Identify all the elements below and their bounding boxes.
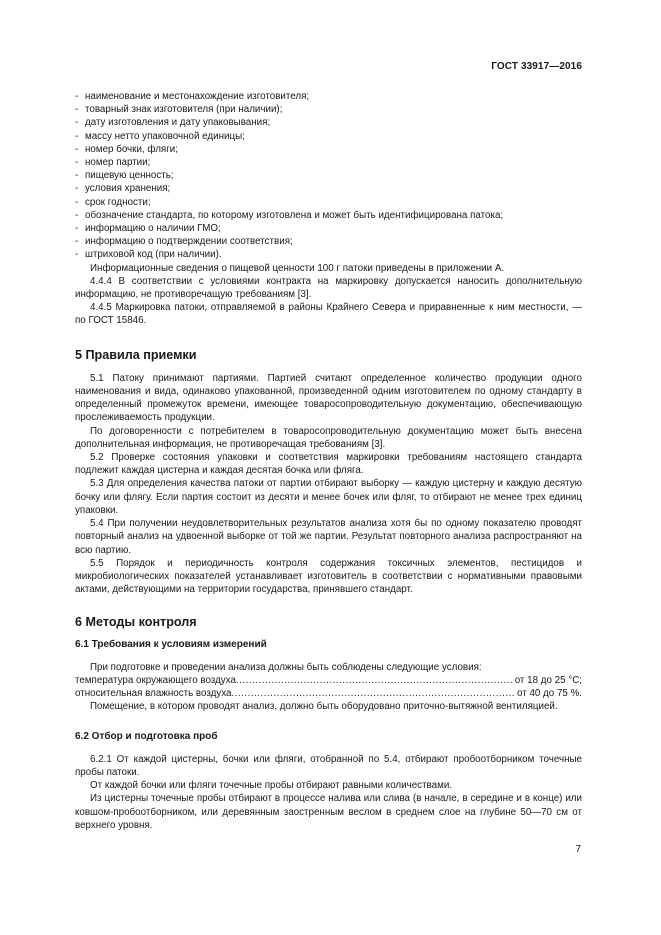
list-dash: -	[75, 104, 79, 116]
marking-list-item-text: штриховой код (при наличии).	[85, 249, 222, 261]
marking-list-item-text: дату изготовления и дату упаковывания;	[85, 117, 271, 129]
leader-dots	[232, 687, 517, 700]
paragraph-5-3: 5.3 Для определения качества патоки от партии отбирают выборку — каждую цистерну и каждую десятую бочку или флягу. Если партия состоит из десяти и менее бочек или фляг, то отбирают не менее трех единиц упаковки.	[75, 478, 582, 516]
marking-list-item	[75, 196, 582, 209]
page-number: 7	[575, 844, 581, 855]
marking-list-item	[75, 248, 582, 261]
condition-humidity	[75, 687, 582, 700]
marking-list-item-text: номер партии;	[85, 157, 151, 169]
paragraph-6-2-1-b: От каждой бочки или фляги точечные пробы отбирают равными количествами.	[90, 780, 453, 792]
marking-list-item-text: номер бочки, фляги;	[85, 143, 178, 155]
marking-list-item-text: пищевую ценность;	[85, 170, 174, 182]
list-dash: -	[75, 143, 79, 155]
condition-humidity-label: относительная влажность воздуха	[75, 688, 232, 700]
list-dash: -	[75, 223, 79, 235]
document-header: ГОСТ 33917—2016	[491, 61, 582, 72]
list-dash: -	[75, 183, 79, 195]
marking-list-item-text: обозначение стандарта, по которому изготовлена и может быть идентифицирована патока;	[85, 209, 504, 221]
list-dash: -	[75, 249, 79, 261]
list-dash: -	[75, 209, 79, 221]
info-note: Информационные сведения о пищевой ценности 100 г патоки приведены в приложении А.	[90, 262, 505, 274]
marking-list-item	[75, 103, 582, 116]
section-6-title: 6 Методы контроля	[75, 615, 197, 630]
marking-list-item	[75, 209, 582, 222]
marking-list-item	[75, 90, 582, 103]
condition-temperature-value: от 18 до 25 °С;	[514, 674, 582, 686]
marking-list-item-text: информацию о наличии ГМО;	[85, 223, 221, 235]
marking-list-item	[75, 116, 582, 129]
marking-list-item	[75, 235, 582, 248]
paragraph-6-2-1-c: Из цистерны точечные пробы отбирают в процессе налива или слива (в начале, в середине и в конце) или ковшом-пробоотборником, или деревянным заостренным веслом в среднем слое на глубине 50—70 см от верхнего уровня.	[75, 793, 582, 831]
paragraph-5-1: 5.1 Патоку принимают партиями. Партией считают определенное количество продукции одного наименования и вида, одинаково упакованной, произведенной одним изготовителем по одному стандарту в определенный промежуток времени, имеющее товаросопроводительную документацию, обеспечивающую прослеживаемость продукции.	[75, 372, 582, 424]
marking-list-item	[75, 156, 582, 169]
marking-list-item-text: срок годности;	[85, 196, 151, 208]
condition-temperature-label: температура окружающего воздуха	[75, 674, 236, 686]
marking-list-item	[75, 130, 582, 143]
paragraph-5-4: 5.4 При получении неудовлетворительных результатов анализа хотя бы по одному показателю проводят повторный анализ на удвоенной выборке от той же партии. Результат повторного анализа распространяют на всю партию.	[75, 518, 582, 556]
paragraph-4-4-4: 4.4.4 В соответствии с условиями контракта на маркировку допускается наносить дополнительную информацию, не противоречащую требованиям [3].	[75, 275, 582, 301]
list-dash: -	[75, 157, 79, 169]
list-dash: -	[75, 91, 79, 102]
paragraph-6-2-1: 6.2.1 От каждой цистерны, бочки или фляги, отобранной по 5.4, отбирают пробоотборником точечные пробы патоки.	[75, 753, 582, 778]
paragraph-4-4-5: 4.4.5 Маркировка патоки, отправляемой в районы Крайнего Севера и приравненные к ним местности, — по ГОСТ 15846.	[75, 302, 582, 327]
marking-list-item-text: информацию о подтверждении соответствия;	[85, 236, 293, 248]
section-5-title: 5 Правила приемки	[75, 347, 197, 362]
list-dash: -	[75, 117, 79, 129]
marking-list-item-text: наименование и местонахождение изготовителя;	[85, 91, 310, 102]
subsection-6-2-title: 6.2 Отбор и подготовка проб	[75, 730, 218, 742]
paragraph-6-1-room: Помещение, в котором проводят анализ, должно быть оборудовано приточно-вытяжной вентиляцией.	[90, 701, 558, 713]
marking-list-item	[75, 222, 582, 235]
marking-list	[75, 90, 582, 262]
marking-list-item-text: условия хранения;	[85, 183, 171, 195]
marking-list-item	[75, 182, 582, 195]
condition-humidity-value: от 40 до 75 %.	[517, 688, 582, 700]
leader-dots	[236, 674, 514, 687]
paragraph-5-1-note: По договоренности с потребителем в товаросопроводительную документацию может быть внесена дополнительная информация, не противоречащая требованиям [3].	[75, 425, 582, 450]
list-dash: -	[75, 196, 79, 208]
paragraph-5-2: 5.2 Проверке состояния упаковки и соответствия маркировки требованиям настоящего стандарта подлежит каждая цистерна и каждая десятая бочка или фляга.	[75, 452, 582, 477]
marking-list-item-text: массу нетто упаковочной единицы;	[85, 130, 245, 142]
list-dash: -	[75, 130, 79, 142]
subsection-6-1-title: 6.1 Требования к условиям измерений	[75, 638, 267, 650]
paragraph-6-1-intro: При подготовке и проведении анализа должны быть соблюдены следующие условия:	[90, 661, 482, 673]
marking-list-item-text: товарный знак изготовителя (при наличии);	[85, 104, 283, 116]
paragraph-5-5: 5.5 Порядок и периодичность контроля содержания токсичных элементов, пестицидов и микробиологических показателей устанавливает изготовитель в соответствии с нормативными правовыми актами, действующими на территории государства, принявшего стандарт.	[75, 557, 582, 596]
condition-temperature	[75, 674, 582, 687]
marking-list-item	[75, 169, 582, 182]
list-dash: -	[75, 236, 79, 248]
list-dash: -	[75, 170, 79, 182]
document-body	[75, 90, 582, 832]
marking-list-item	[75, 143, 582, 156]
